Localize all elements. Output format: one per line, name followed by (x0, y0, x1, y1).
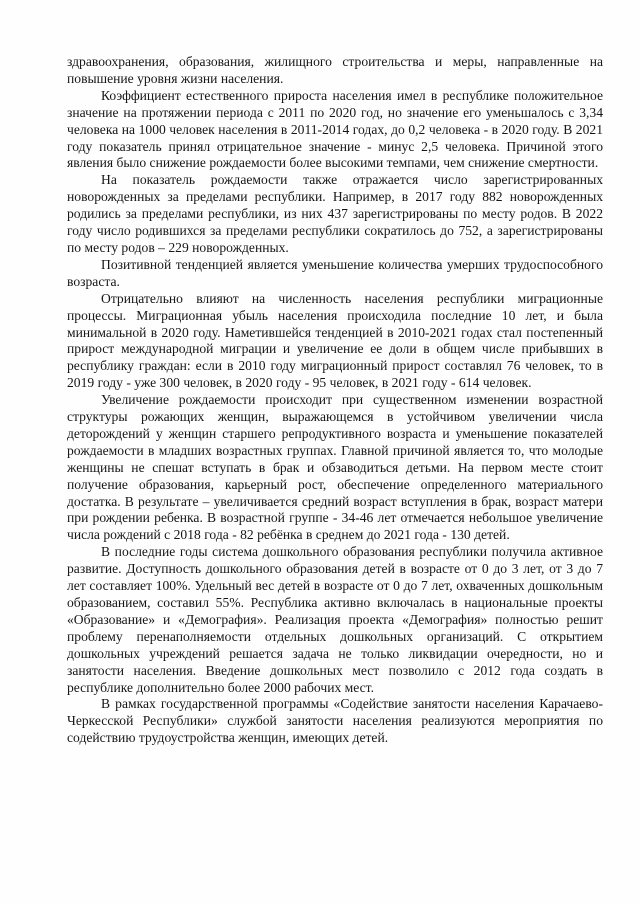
paragraph-birth-rate-structure: Увеличение рождаемости происходит при существенном изменении возрастной структуры рожающих женщин, выражающемся в устойчивом увеличении числа деторождений у женщин старшего репродуктивного возраста и уменьшение показателей рождаемости в младших возрастных группах. Главной причиной является то, что молодые женщины не спешат вступать в брак и обзаводиться детьми. На первом месте стоит получение образования, карьерный рост, обеспечение определенного материального достатка. В результате – увеличивается средний возраст вступления в брак, возраст матери при рождении ребенка. В возрастной группе - 34-46 лет отмечается небольшое увеличение числа рождений с 2018 года - 82 ребёнка в среднем до 2021 года - 130 детей. (67, 392, 603, 543)
paragraph-birth-registration: На показатель рождаемости также отражается число зарегистрированных новорожденных за пределами республики. Например, в 2017 году 882 новорожденных родились за пределами республики, из них 437 зарегистрированы по месту родов. В 2022 году число родившихся за пределами республики сократилось до 752, а зарегистрированы по месту родов – 229 новорожденных. (67, 172, 603, 255)
paragraph-positive-trend: Позитивной тенденцией является уменьшение количества умерших трудоспособного возраста. (67, 256, 603, 289)
paragraph-preschool-education: В последние годы система дошкольного образования республики получила активное развитие. Доступность дошкольного образования детей в возрасте от 0 до 3 лет, от 3 до 7 лет составляет 100%. Удельный вес детей в возрасте от 0 до 7 лет, охваченных дошкольным образованием, составил 55%. Республика активно включалась в национальные проекты «Образование» и «Демография». Реализация проекта «Демография» полностью решит проблему перенаполняемости отдельных дошкольных организаций. С открытием дошкольных учреждений решается задача не только ликвидации очередности, но и занятости населения. Введение дошкольных мест позволило с 2012 года создать в республике дополнительно более 2000 рабочих мест. (67, 544, 603, 695)
document-body (67, 54, 603, 747)
paragraph-migration: Отрицательно влияют на численность населения республики миграционные процессы. Миграционная убыль населения происходила последние 10 лет, и была минимальной в 2020 году. Наметившейся тенденцией в 2010-2021 годах стал постепенный прирост международной миграции и увеличение ее доли в общем числе прибывших в республику граждан: если в 2010 году миграционный прирост составлял 76 человек, то в 2019 году - уже 300 человек, в 2020 году - 95 человек, в 2021 году - 614 человек. (67, 290, 603, 391)
paragraph-natural-growth: Коэффициент естественного прироста населения имел в республике положительное значение на протяжении периода с 2011 по 2020 год, но значение его уменьшалось с 3,34 человека на 1000 человек населения в 2011-2014 годах, до 0,2 человека - в 2020 году. В 2021 году показатель принял отрицательное значение - минус 2,5 человека. Причиной этого явления было снижение рождаемости более высокими темпами, чем снижение смертности. (67, 87, 603, 171)
paragraph-continuation: здравоохранения, образования, жилищного строительства и меры, направленные на повышение уровня жизни населения. (67, 54, 603, 86)
paragraph-employment-program: В рамках государственной программы «Содействие занятости населения Карачаево-Черкесской Республики» службой занятости населения реализуются мероприятия по содействию трудоустройства женщин, имеющих детей. (67, 696, 603, 746)
